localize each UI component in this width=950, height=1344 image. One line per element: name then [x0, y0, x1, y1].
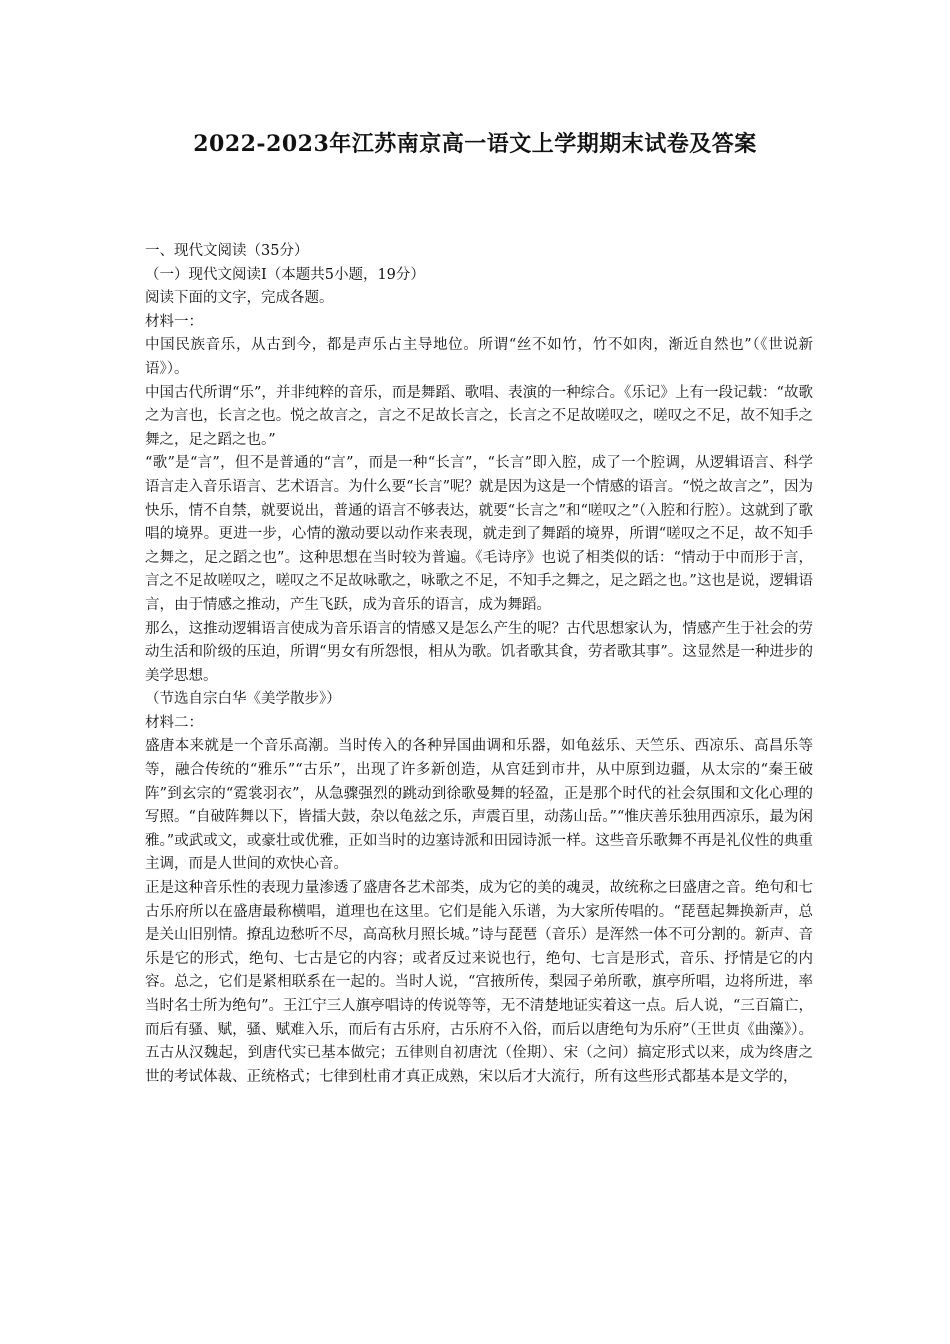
material-label: 材料一：	[145, 313, 203, 330]
body-paragraph: 正是这种音乐性的表现力量渗透了盛唐各艺术部类，成为它的美的魂灵，故统称之曰盛唐之音。绝句和七古乐府所以在盛唐最称横唱，道理也在这里。它们是能入乐谱，为大家所传唱的。“琵琶起舞换新声，总是关山旧别情。撩乱边愁听不尽，高高秋月照长城。”诗与琵琶（音乐）是浑然一体不可分割的。新声、音乐是它的形式，绝句、七古是它的内容；或者反过来说也行，绝句、七言是形式，音乐、抒情是它的内容。总之，它们是紧相联系在一起的。当时人说，“宫掖所传，梨园子弟所歌，旗亭所唱，边将所进，率当时名士所为绝句”。王江宁三人旗亭唱诗的传说等等，无不清楚地证实着这一点。后人说，“三百篇亡，而后有骚、赋，骚、赋难入乐，而后有古乐府，古乐府不入俗，而后以唐绝句为乐府”（王世贞《曲藻》）。五古从汉魏起，到唐代实已基本做完；五律则自初唐沈（佺期）、宋（之问）搞定形式以来，成为终唐之世的考试体裁、正统格式；七律到杜甫才真正成熟，宋以后才大流行，所有这些形式都基本是文学的，	[145, 880, 813, 1085]
body-paragraph: “歌”是“言”，但不是普通的“言”，而是一种“长言”，“长言”即入腔，成了一个腔调，从逻辑语言、科学语言走入音乐语言、艺术语言。为什么要“长言”呢？就是因为这是一个情感的语言。“悦之故言之”，因为快乐，情不自禁，就要说出，普通的语言不够表达，就要“长言之”和“嗟叹之”（入腔和行腔）。这就到了歌唱的境界。更进一步，心情的激动要以动作来表现，就走到了舞蹈的境界，所谓“嗟叹之不足，故不知手之舞之，足之蹈之也”。这种思想在当时较为普遍。《毛诗序》也说了相类似的话：“情动于中而形于言，言之不足故嗟叹之，嗟叹之不足故咏歌之，咏歌之不足，不知手之舞之，足之蹈之也。”这也是说，逻辑语言，由于情感之推动，产生飞跃，成为音乐的语言，成为舞蹈。	[145, 455, 813, 613]
material-label: 材料二：	[145, 714, 203, 731]
body-paragraph: 盛唐本来就是一个音乐高潮。当时传入的各种异国曲调和乐器，如龟兹乐、天竺乐、西凉乐、高昌乐等等，融合传统的“雅乐”“古乐”，出现了许多新创造，从宫廷到市井，从中原到边疆，从太宗的“秦王破阵”到玄宗的“霓裳羽衣”，从急骤强烈的跳动到徐歌曼舞的轻盈，正是那个时代的社会氛围和文化心理的写照。“自破阵舞以下，皆擂大鼓，杂以龟兹之乐，声震百里，动荡山岳。”“惟庆善乐独用西凉乐，最为闲雅。”或武或文，或豪壮或优雅，正如当时的边塞诗派和田园诗派一样。这些音乐歌舞不再是礼仪性的典重主调，而是人世间的欢快心音。	[145, 738, 813, 873]
source-citation: （节选自宗白华《美学散步》）	[145, 691, 341, 708]
body-paragraph: 中国古代所谓“乐”，并非纯粹的音乐，而是舞蹈、歌唱、表演的一种综合。《乐记》上有一段记载：“故歌之为言也，长言之也。悦之故言之，言之不足故长言之，长言之不足故嗟叹之，嗟叹之不足，故不知手之舞之，足之蹈之也。”	[145, 384, 813, 448]
document-title: 2022-2023年江苏南京高一语文上学期期末试卷及答案	[193, 131, 757, 157]
body-paragraph: 中国民族音乐，从古到今，都是声乐占主导地位。所谓“丝不如竹，竹不如肉，渐近自然也”（《世说新语》）。	[145, 337, 813, 377]
instruction-text: 阅读下面的文字，完成各题。	[145, 290, 334, 307]
section-heading: 一、现代文阅读（35分）	[145, 243, 309, 259]
document-body	[145, 240, 813, 1089]
body-paragraph: 那么，这推动逻辑语言使成为音乐语言的情感又是怎么产生的呢？古代思想家认为，情感产生于社会的劳动生活和阶级的压迫，所谓“男女有所怨恨，相从为歌。饥者歌其食，劳者歌其事”。这显然是一种进步的美学思想。	[145, 620, 813, 684]
subsection-heading: （一）现代文阅读Ⅰ（本题共5小题，19分）	[145, 266, 425, 283]
